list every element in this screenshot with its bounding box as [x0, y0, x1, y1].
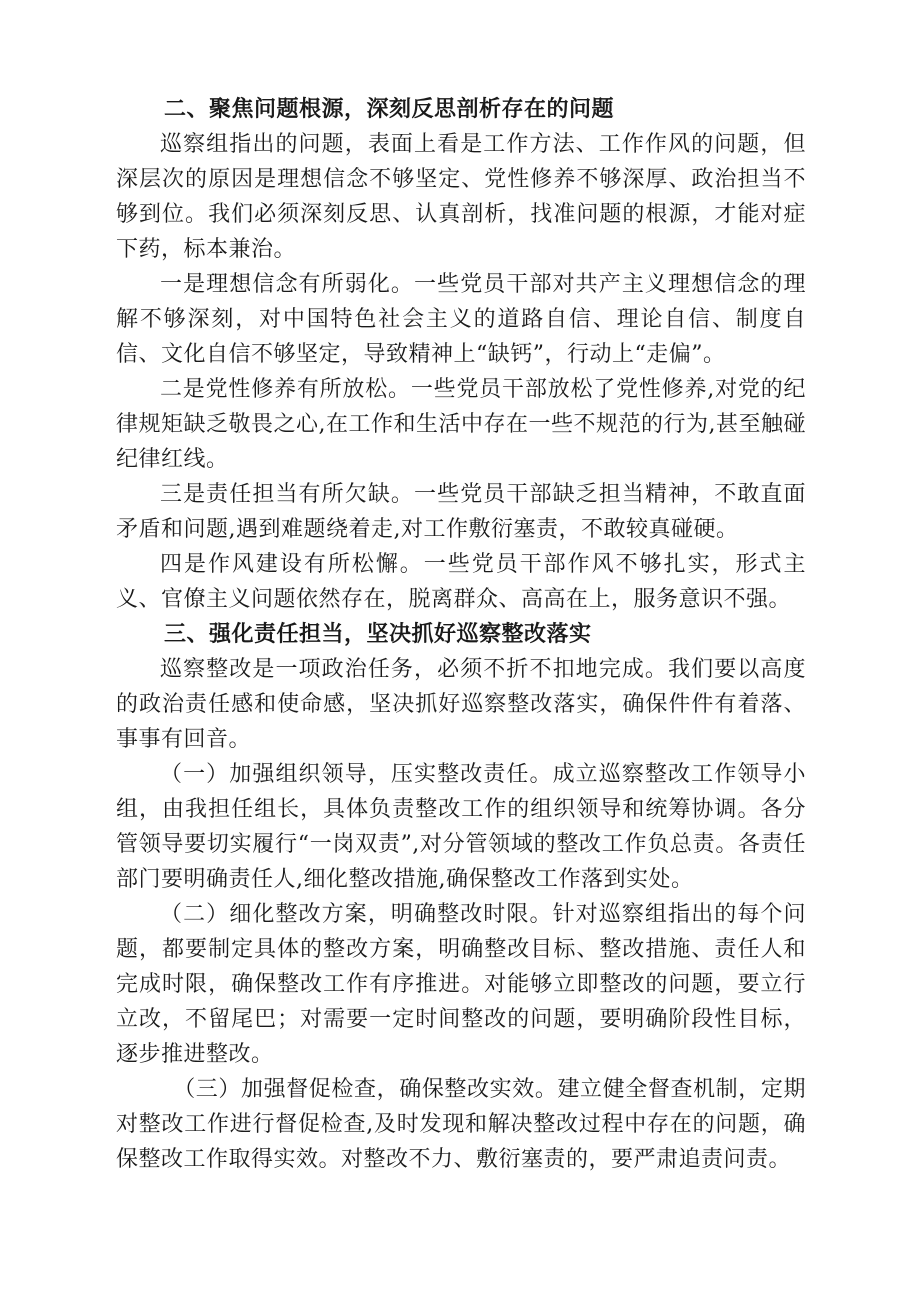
section-heading-2: 二、聚焦问题根源，深刻反思剖析存在的问题: [164, 97, 615, 122]
section-heading-3: 三、强化责任担当，坚决抓好巡察整改落实: [164, 622, 592, 647]
paragraph-ideals-weakened: 一是理想信念有所弱化。一些党员干部对共产主义理想信念的理解不够深刻，对中国特色社会主义的道路自信、理论自信、制度自信、文化自信不够坚定，导致精神上“缺钙”，行动上“走偏”。: [116, 272, 806, 367]
document-body: [116, 92, 806, 1177]
paragraph-rectification-plan: （二）细化整改方案，明确整改时限。针对巡察组指出的每个问题，都要制定具体的整改方案，明确整改目标、整改措施、责任人和完成时限，确保整改工作有序推进。对能够立即整改的问题，要立行立改，不留尾巴；对需要一定时间整改的问题，要明确阶段性目标，逐步推进整改。: [116, 902, 806, 1067]
paragraph-root-cause-intro: 巡察组指出的问题，表面上看是工作方法、工作作风的问题，但深层次的原因是理想信念不够坚定、党性修养不够深厚、政治担当不够到位。我们必须深刻反思、认真剖析，找准问题的根源，才能对症下药，标本兼治。: [116, 132, 806, 262]
paragraph-work-style-slack: 四是作风建设有所松懈。一些党员干部作风不够扎实，形式主义、官僚主义问题依然存在，脱离群众、高高在上，服务意识不强。: [116, 552, 806, 612]
paragraph-responsibility-lacking: 三是责任担当有所欠缺。一些党员干部缺乏担当精神，不敢直面矛盾和问题,遇到难题绕着走,对工作敷衍塞责，不敢较真碰硬。: [116, 482, 806, 542]
paragraph-supervision-inspection: （三）加强督促检查，确保整改实效。建立健全督查机制，定期对整改工作进行督促检查,及时发现和解决整改过程中存在的问题，确保整改工作取得实效。对整改不力、敷衍塞责的，要严肃追责问责。: [116, 1077, 806, 1172]
paragraph-party-spirit-relaxed: 二是党性修养有所放松。一些党员干部放松了党性修养,对党的纪律规矩缺乏敬畏之心,在工作和生活中存在一些不规范的行为,甚至触碰纪律红线。: [116, 377, 806, 472]
paragraph-organization-leadership: （一）加强组织领导，压实整改责任。成立巡察整改工作领导小组，由我担任组长，具体负责整改工作的组织领导和统筹协调。各分管领导要切实履行“一岗双责”,对分管领域的整改工作负总责。各责任部门要明确责任人,细化整改措施,确保整改工作落到实处。: [116, 762, 806, 892]
paragraph-rectification-intro: 巡察整改是一项政治任务，必须不折不扣地完成。我们要以高度的政治责任感和使命感，坚决抓好巡察整改落实，确保件件有着落、事事有回音。: [116, 657, 806, 752]
